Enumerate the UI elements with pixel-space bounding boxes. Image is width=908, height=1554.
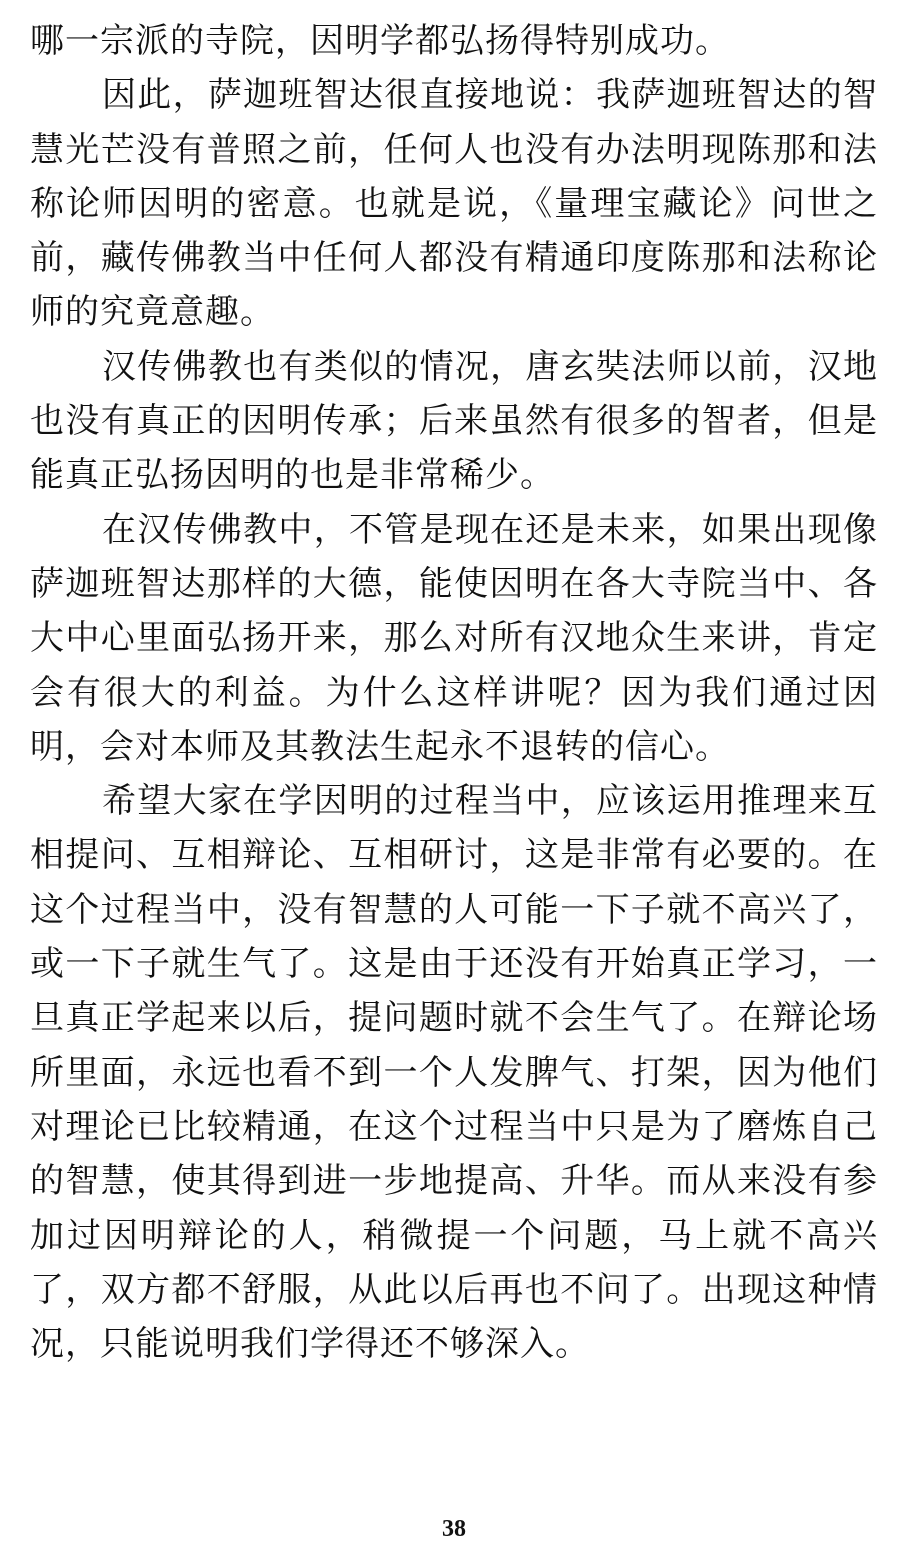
paragraph-debate-practice: 希望大家在学因明的过程当中，应该运用推理来互相提问、互相辩论、互相研讨，这是非常有必要的。在这个过程当中，没有智慧的人可能一下子就不高兴了，或一下子就生气了。这是由于还没有开始真正学习，一旦真正学起来以后，提问题时就不会生气了。在辩论场所里面，永远也看不到一个人发脾气、打架，因为他们对理论已比较精通，在这个过程当中只是为了磨炼自己的智慧，使其得到进一步地提高、升华。而从来没有参加过因明辩论的人，稍微提一个问题，马上就不高兴了，双方都不舒服，从此以后再也不问了。出现这种情况，只能说明我们学得还不够深入。 xyxy=(30,781,878,1365)
page-body xyxy=(30,14,878,1371)
paragraph-han-buddhism: 汉传佛教也有类似的情况，唐玄奘法师以前，汉地也没有真正的因明传承；后来虽然有很多的智者，但是能真正弘扬因明的也是非常稀少。 xyxy=(30,346,878,496)
page-number: 38 xyxy=(442,1516,466,1542)
paragraph-sakya-pandita: 因此，萨迦班智达很直接地说：我萨迦班智达的智慧光芒没有普照之前，任何人也没有办法明现陈那和法称论师因明的密意。也就是说，《量理宝藏论》问世之前，藏传佛教当中任何人都没有精通印度陈那和法称论师的究竟意趣。 xyxy=(30,75,878,333)
paragraph-continuation: 哪一宗派的寺院，因明学都弘扬得特别成功。 xyxy=(30,21,730,61)
paragraph-future-benefit: 在汉传佛教中，不管是现在还是未来，如果出现像萨迦班智达那样的大德，能使因明在各大寺院当中、各大中心里面弘扬开来，那么对所有汉地众生来讲，肯定会有很大的利益。为什么这样讲呢？因为我们通过因明，会对本师及其教法生起永不退转的信心。 xyxy=(30,509,878,767)
